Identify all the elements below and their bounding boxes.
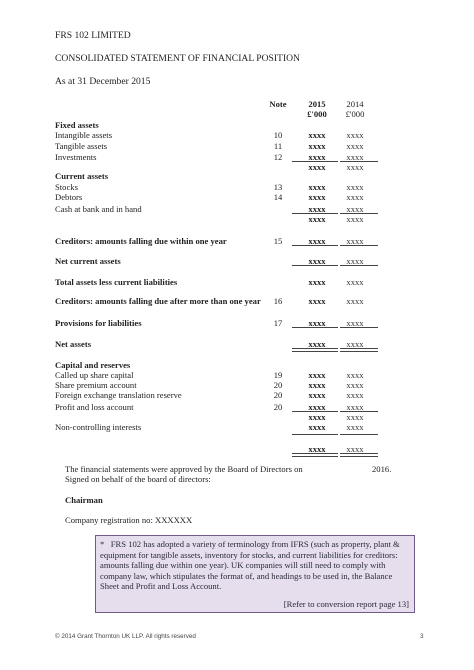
total-double-rule <box>292 348 338 352</box>
page-number: 3 <box>420 633 424 640</box>
value-2014: xxxx <box>346 422 364 432</box>
total-double-rule <box>340 348 378 352</box>
row-label-intangible: Intangible assets <box>55 130 113 140</box>
value-2015: xxxx <box>308 390 326 400</box>
row-label-creditors-within: Creditors: amounts falling due within one year <box>55 236 227 246</box>
note-column-header: Note <box>269 99 287 109</box>
row-label-stocks: Stocks <box>55 182 78 192</box>
subtotal-rule <box>292 245 338 246</box>
value-2014: xxxx <box>346 256 364 266</box>
value-2015: xxxx <box>308 204 326 214</box>
row-label-share-premium: Share premium account <box>55 380 137 390</box>
statement-date: As at 31 December 2015 <box>55 76 151 87</box>
row-label-called-up: Called up share capital <box>55 370 134 380</box>
row-note-intangible: 10 <box>273 130 283 140</box>
value-2015: xxxx <box>308 236 326 246</box>
value-2014: xxxx <box>346 402 364 412</box>
subtotal-rule <box>292 265 338 266</box>
value-2014: xxxx <box>346 214 364 224</box>
value-2014: xxxx <box>346 192 364 202</box>
value-2015: xxxx <box>308 370 326 380</box>
value-2014: xxxx <box>346 204 364 214</box>
value-2015: xxxx <box>308 422 326 432</box>
value-2014: xxxx <box>346 152 364 162</box>
total-double-rule <box>340 453 378 457</box>
callout-body: FRS 102 has adopted a variety of terminology from IFRS (such as property, plant & equipment for tangible assets, inventory for stocks, and current liabilities for creditors: amounts falling due within one year). UK companies will still need to comply with company law, which stipulates the format of, and headings to be used in, the Balance Sheet and Profit and Loss Account. <box>100 539 400 592</box>
value-2015: xxxx <box>308 152 326 162</box>
row-label-creditors-after: Creditors: amounts falling due after more than one year <box>55 296 261 306</box>
value-2015: xxxx <box>308 318 326 328</box>
row-note-fx-reserve: 20 <box>273 390 283 400</box>
row-note-tangible: 11 <box>273 141 283 151</box>
row-label-provisions: Provisions for liabilities <box>55 318 142 328</box>
row-label-tangible: Tangible assets <box>55 141 108 151</box>
approval-year: 2016. <box>372 464 392 474</box>
value-2015: xxxx <box>308 380 326 390</box>
row-note-stocks: 13 <box>273 182 283 192</box>
value-2014: xxxx <box>346 130 364 140</box>
row-note-investments: 12 <box>273 152 283 162</box>
value-2014: xxxx <box>346 236 364 246</box>
row-label-net-current-assets: Net current assets <box>55 256 121 266</box>
value-2015: xxxx <box>308 402 326 412</box>
callout-text <box>100 539 410 592</box>
value-2015: xxxx <box>308 339 326 349</box>
row-note-creditors-within: 15 <box>273 236 283 246</box>
row-note-provisions: 17 <box>273 318 283 328</box>
value-2014: xxxx <box>346 412 364 422</box>
value-2015: xxxx <box>308 296 326 306</box>
subtotal-rule <box>292 434 338 435</box>
value-2014: xxxx <box>346 380 364 390</box>
value-2014: xxxx <box>346 141 364 151</box>
row-note-called-up: 19 <box>273 370 283 380</box>
row-label-fx-reserve: Foreign exchange translation reserve <box>55 390 182 400</box>
row-label-net-assets: Net assets <box>55 339 92 349</box>
value-2015: xxxx <box>308 412 326 422</box>
value-2014: xxxx <box>346 162 364 172</box>
value-2014: xxxx <box>346 296 364 306</box>
subtotal-rule <box>340 434 378 435</box>
chairman-label: Chairman <box>65 495 103 505</box>
year-2015-unit: £'000 <box>307 109 327 119</box>
value-2015: xxxx <box>308 182 326 192</box>
callout-star: * <box>100 539 105 549</box>
row-note-profit-loss: 20 <box>273 402 283 412</box>
value-2015: xxxx <box>308 130 326 140</box>
value-2014: xxxx <box>346 318 364 328</box>
value-2014: xxxx <box>346 277 364 287</box>
value-2015: xxxx <box>308 277 326 287</box>
section-current-assets: Current assets <box>55 171 109 181</box>
row-label-profit-loss: Profit and loss account <box>55 402 134 412</box>
statement-title: CONSOLIDATED STATEMENT OF FINANCIAL POSITION <box>55 53 300 64</box>
year-2014-header: 2014 <box>346 99 364 109</box>
approval-text: The financial statements were approved by the Board of Directors on <box>65 464 303 474</box>
value-2014: xxxx <box>346 390 364 400</box>
subtotal-rule <box>292 327 338 328</box>
value-2015: xxxx <box>308 214 326 224</box>
company-name: FRS 102 LIMITED <box>55 30 131 41</box>
callout-reference: [Refer to conversion report page 13] <box>283 599 409 609</box>
row-label-cash: Cash at bank and in hand <box>55 204 142 214</box>
subtotal-rule <box>340 265 378 266</box>
row-note-debtors: 14 <box>273 192 283 202</box>
row-label-debtors: Debtors <box>55 192 83 202</box>
terminology-callout <box>95 535 415 613</box>
row-label-investments: Investments <box>55 152 97 162</box>
row-label-total-assets: Total assets less current liabilities <box>55 277 178 287</box>
value-2014: xxxx <box>346 370 364 380</box>
registration-number: Company registration no: XXXXXX <box>65 515 193 525</box>
year-2014-unit: £'000 <box>345 109 365 119</box>
subtotal-rule <box>340 245 378 246</box>
year-2015-header: 2015 <box>308 99 326 109</box>
value-2014: xxxx <box>346 339 364 349</box>
value-2015: xxxx <box>308 162 326 172</box>
row-note-share-premium: 20 <box>273 380 283 390</box>
value-2015: xxxx <box>308 192 326 202</box>
value-2014: xxxx <box>346 444 364 454</box>
row-label-nci: Non-controlling interests <box>55 422 142 432</box>
section-capital-reserves: Capital and reserves <box>55 360 131 370</box>
value-2015: xxxx <box>308 444 326 454</box>
signed-on-behalf: Signed on behalf of the board of directors: <box>65 474 211 484</box>
footer-copyright: © 2014 Grant Thornton UK LLP. All rights reserved <box>55 633 196 640</box>
value-2015: xxxx <box>308 256 326 266</box>
section-fixed-assets: Fixed assets <box>55 120 99 130</box>
subtotal-rule <box>340 327 378 328</box>
value-2014: xxxx <box>346 182 364 192</box>
value-2015: xxxx <box>308 141 326 151</box>
row-note-creditors-after: 16 <box>273 296 283 306</box>
total-double-rule <box>292 453 338 457</box>
